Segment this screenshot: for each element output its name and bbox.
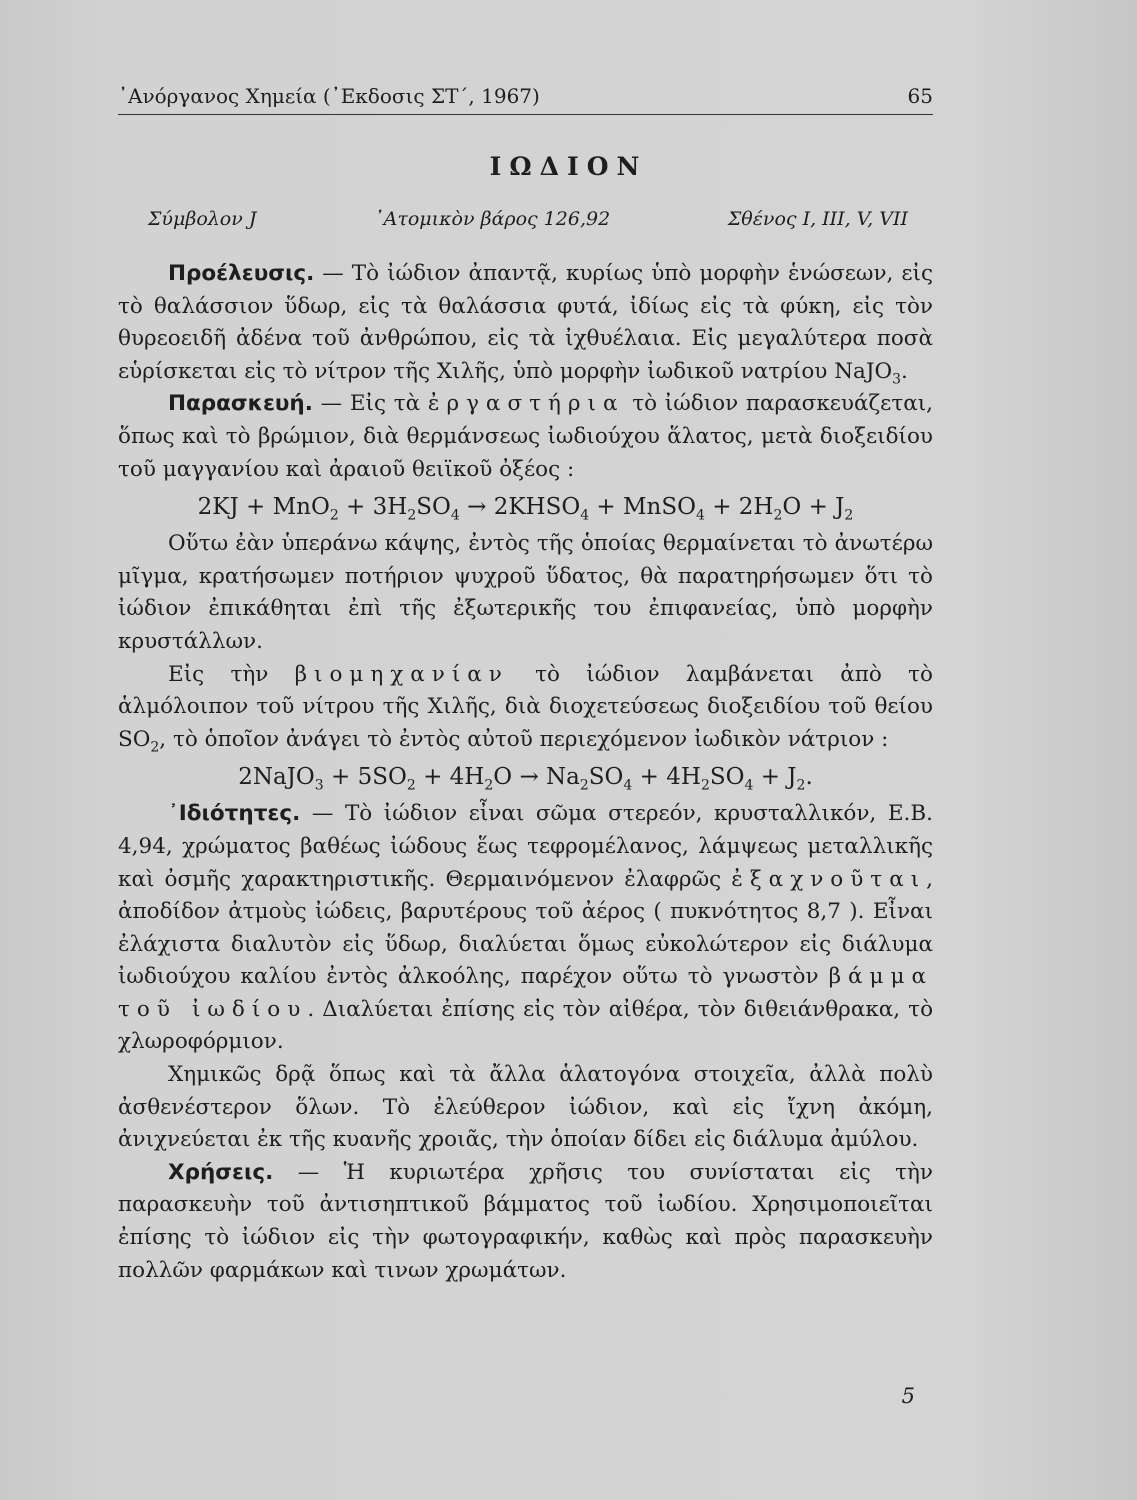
paragraph-industry: Εἰς τὴν βιομηχανίαν τὸ ἰώδιον λαμβάνεται ἀπὸ τὸ ἁλμόλοιπον τοῦ νίτρου τῆς Χιλῆς, διὰ διοχετεύσεως διοξειδίου τοῦ θείου $SO_2$, τὸ ὁποῖον ἀνάγει τὸ ἐντὸς αὐτοῦ περιεχόμενον ἰωδικὸν νάτριον : — [118, 661, 933, 756]
element-symbol: Σύμβολον J — [148, 208, 257, 230]
valence: Σθένος Ι, ΙΙΙ, V, VII — [727, 208, 908, 230]
equation-industrial: 2NaJO$_3$ + $5SO_2 + 4H_2O \to Na_2SO_4 + 4H_2SO_4 + J_2$. — [238, 764, 813, 794]
heading-origin: Προέλευσις. — [168, 261, 315, 286]
main-text — [118, 258, 933, 1287]
paragraph-properties: ᾿Ιδιότητες. — Τὸ ἰώδιον εἶναι σῶμα στερεόν, κρυσταλλικόν, Ε.Β. 4,94, χρώματος βαθέως ἰώδους ἕως τεφρομέλανος, λάμψεως μεταλλικῆς καὶ ὀσμῆς χαρακτηριστικῆς. Θερμαινόμενον ἐλαφρῶς ἐξαχνοῦται, ἀποδίδον ἀτμοὺς ἰώδεις, βαρυτέρους τοῦ ἀέρος ( πυκνότητος 8,7 ). Εἶναι ἐλάχιστα διαλυτὸν εἰς ὕδωρ, διαλύεται ὅμως εὐκολώτερον εἰς διάλυμα ἰωδιούχου καλίου ἐντὸς ἀλκοόλης, παρέχον οὕτω τὸ γνωστὸν βάμμα τοῦ ἰωδίου. Διαλύεται ἐπίσης εἰς τὸν αἰθέρα, τὸν διθειάνθρακα, τὸ χλωροφόρμιον. — [118, 801, 934, 1055]
atomic-weight: ᾿Ατομικὸν βάρος 126,92 — [374, 208, 611, 230]
equation-lab-preparation: $2KJ + MnO_2 + 3H_2SO_4$ → $2KHSO_4$ + MnSO$_4$ + $2H_2O + J_2$ — [197, 494, 854, 524]
running-title: ᾿Ανόργανος Χημεία (᾿Εκδοσις ΣΤ΄, 1967) — [118, 84, 540, 108]
paragraph-origin: Προέλευσις. — Τὸ ἰώδιον ἀπαντᾷ, κυρίως ὑπὸ μορφὴν ἑνώσεων, εἰς τὸ θαλάσσιον ὕδωρ, εἰς τὰ θαλάσσια φυτά, ἰδίως εἰς τὰ φύκη, εἰς τὸν θυρεοειδῆ ἀδένα τοῦ ἀνθρώπου, εἰς τὰ ἰχθυέλαια. Εἰς μεγαλύτερα ποσὰ εὑρίσκεται εἰς τὸ νίτρον τῆς Χιλῆς, ὑπὸ μορφὴν ἰωδικοῦ νατρίου NaJO$_3$. — [118, 261, 933, 388]
heading-preparation: Παρασκευή. — [168, 391, 313, 417]
paragraph-preparation: Παρασκευή. — Εἰς τὰ ἐργαστήρια τὸ ἰώδιον παρασκευάζεται, ὅπως καὶ τὸ βρώμιον, διὰ θερμάνσεως ἰωδιούχου ἅλατος, μετὰ διοξειδίου τοῦ μαγγανίου καὶ ἀραιοῦ θειϊκοῦ ὀξέος : — [118, 391, 933, 482]
paragraph-lab-observation: Οὕτω ἐὰν ὑπεράνω κάψης, ἐντὸς τῆς ὁποίας θερμαίνεται τὸ ἀνωτέρω μῖγμα, κρατήσωμεν ποτήριον ψυχροῦ ὕδατος, θὰ παρατηρήσωμεν ὅτι τὸ ἰώδιον ἐπικάθηται ἐπὶ τῆς ἐξωτερικῆς του ἐπιφανείας, ὑπὸ μορφὴν κρυστάλλων. — [118, 531, 933, 654]
signature-mark: 5 — [901, 1384, 915, 1408]
chapter-title: ΙΩΔΙΟΝ — [489, 152, 648, 181]
paragraph-uses: Χρήσεις. — Ἡ κυριωτέρα χρῆσις του συνίσταται εἰς τὴν παρασκευὴν τοῦ ἀντισηπτικοῦ βάμματος τοῦ ἰωδίου. Χρησιμοποιεῖται ἐπίσης τὸ ἰώδιον εἰς τὴν φωτογραφικήν, καθὼς καὶ πρὸς παρασκευὴν πολλῶν φαρμάκων καὶ τινων χρωμάτων. — [118, 1159, 933, 1283]
running-header — [118, 84, 933, 115]
paragraph-chemical: Χημικῶς δρᾷ ὅπως καὶ τὰ ἄλλα ἁλατογόνα στοιχεῖα, ἀλλὰ πολὺ ἀσθενέστερον ὅλων. Τὸ ἐλεύθερον ἰώδιον, καὶ εἰς ἴχνη ἀκόμη, ἀνιχνεύεται ἐκ τῆς κυανῆς χροιᾶς, τὴν ὁποίαν δίδει εἰς διάλυμα ἀμύλου. — [118, 1062, 933, 1153]
element-properties-line — [148, 208, 908, 230]
heading-uses: Χρήσεις. — [168, 1159, 274, 1185]
heading-properties: ᾿Ιδιότητες. — [168, 801, 301, 827]
page-number: 65 — [907, 84, 933, 108]
